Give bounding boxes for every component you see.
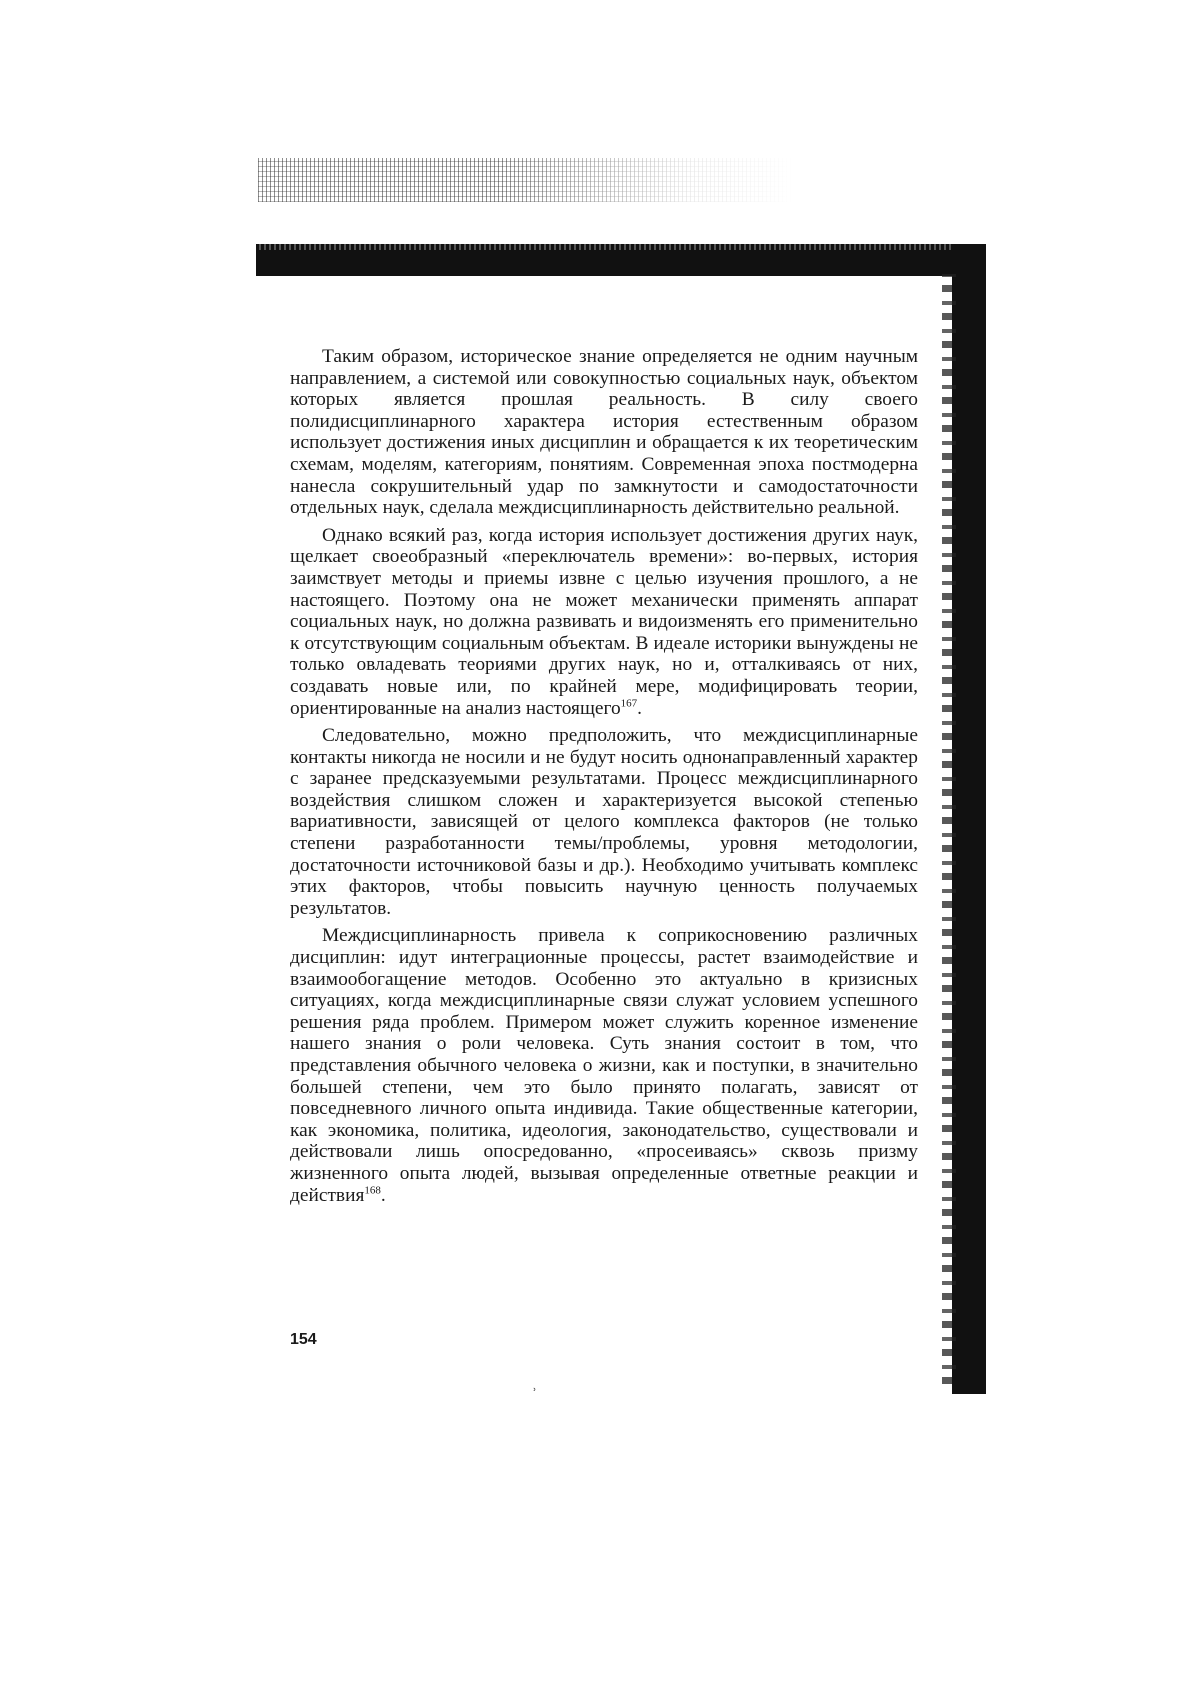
scan-speck: ˒ [533,1383,537,1397]
scan-artifact-top [258,158,798,202]
paragraph [290,925,918,1206]
paragraph-text: Однако всякий раз, когда история использует достижения других наук, щелкает своеобразный «переключатель времени»: во-первых, история заимствует методы и приемы извне с целью изучения прошлого, а не настоящего. Поэтому она не может механически применять аппарат социальных наук, но должна развивать и видоизменять его применительно к отсутствующим социальным объектам. В идеале историки вынуждены не только овладевать теориями других наук, но и, отталкиваясь от них, создавать новые или, по крайней мере, модифицировать теории, ориентированные на анализ настоящего [290,524,918,719]
paragraph [290,725,918,919]
paragraph [290,346,918,519]
footnote-ref[interactable]: 167 [620,697,638,710]
scan-border-right [952,244,986,1394]
paragraph-end: . [637,697,643,719]
scan-border-top [256,244,986,276]
paragraph-text: Таким образом, историческое знание определяется не одним научным направлением, а системой или совокупностью социальных наук, объектом которых является прошлая реальность. В силу своего полидисциплинарного характера история естественным образом использует достижения иных дисциплин и обращается к их теоретическим схемам, моделям, категориям, понятиям. Современная эпоха постмодерна нанесла сокрушительный удар по замкнутости и самодостаточности отдельных наук, сделала междисциплинарность действительно реальной. [290,346,918,519]
paragraph [290,525,918,719]
paragraph-text: Междисциплинарность привела к соприкосновению различных дисциплин: идут интеграционные процессы, растет взаимодействие и взаимообогащение методов. Особенно это актуально в кризисных ситуациях, когда междисциплинарные связи служат условием успешного решения ряда проблем. Примером может служить коренное изменение нашего знания о роли человека. Суть знания состоит в том, что представления обычного человека о жизни, как и поступки, в значительно большей степени, чем это было принято полагать, зависят от повседневного личного опыта индивида. Такие общественные категории, как экономика, политика, идеология, законодательство, существовали и действовали лишь опосредованно, «просеиваясь» сквозь призму жизненного опыта людей, вызывая определенные ответные реакции и действия [290,925,918,1206]
paragraph-text: Следовательно, можно предположить, что междисциплинарные контакты никогда не носили и не будут носить однонаправленный характер с заранее предсказуемыми результатами. Процесс междисциплинарного воздействия слишком сложен и характеризуется высокой степенью вариативности, зависящей от целого комплекса факторов (не только степени разработанности темы/проблемы, уровня методологии, достаточности источниковой базы и др.). Необходимо учитывать комплекс этих факторов, чтобы повысить научную ценность получаемых результатов. [290,725,918,919]
paragraph-end: . [380,1184,386,1206]
page-number: 154 [290,1331,317,1348]
body-text [290,346,918,1212]
footnote-ref[interactable]: 168 [364,1184,381,1197]
